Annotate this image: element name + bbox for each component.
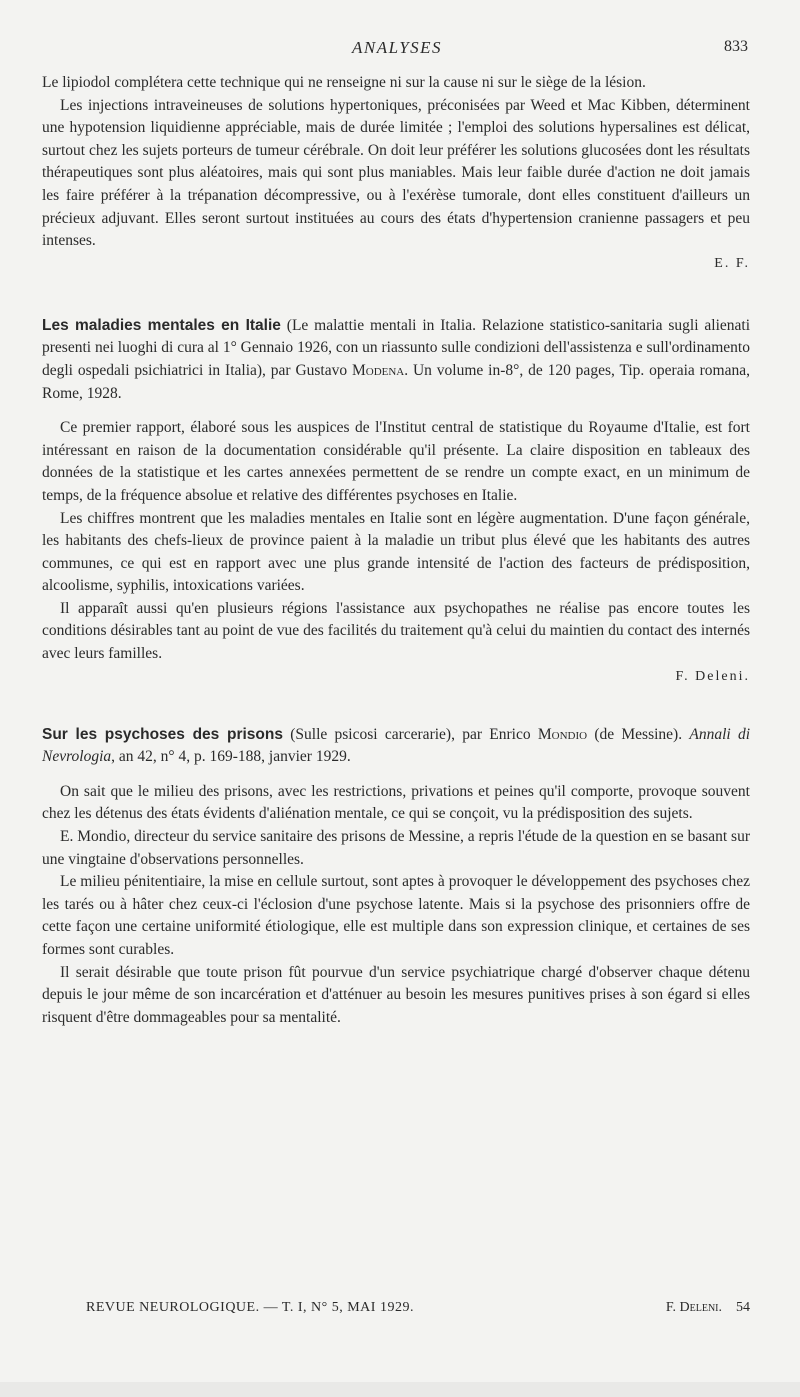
author-name: Mondio (537, 725, 588, 743)
analysis-heading: Sur les psychoses des prisons (42, 725, 283, 743)
paragraph: Il apparaît aussi qu'en plusieurs régions l'assistance aux psychopathes ne réalise pas encore toutes les conditions désirables tant au point de vue des facilités du traitement qu'à celui du maintien du contact des internés avec leurs familles. (42, 599, 750, 663)
page-body (42, 72, 750, 1029)
journal-name: Annali di Nevrologia (42, 725, 751, 766)
paragraph: Les chiffres montrent que les maladies mentales en Italie sont en légère augmentation. D'une façon générale, les habitants des chefs-lieux de province paient à la maladie un tribut plus élevé que les habitants des autres communes, ce qui est en rapport avec une plus grande intensité de l'action des facteurs de prédisposition, alcoolisme, syphilis, intoxications variées. (42, 509, 750, 595)
signature-mark: 54 (736, 1300, 750, 1315)
analysis-reference (42, 315, 750, 405)
reference-text-end: . Un volume in-8°, de 120 pages, Tip. operaia romana, Rome, 1928. (42, 361, 750, 402)
paragraph: Le milieu pénitentiaire, la mise en cellule surtout, sont aptes à provoquer le développement des psychoses chez les tarés ou à hâter chez ceux-ci l'éclosion d'une psychose latente. Mais si la psychose des prisonniers offre de cette façon une certaine uniformité étiologique, elle est multiple dans son expression clinique, et certaines de ses formes sont curables. (42, 873, 750, 958)
author-name: Modena (351, 361, 405, 379)
author-signature: E. F. (714, 255, 750, 271)
page-edge (0, 1382, 800, 1397)
running-title: ANALYSES (351, 38, 443, 57)
page-header (46, 38, 748, 68)
journal-footer: REVUE NEUROLOGIQUE. — T. I, N° 5, MAI 1929. (86, 1300, 414, 1315)
paragraph: E. Mondio, directeur du service sanitaire des prisons de Messine, a repris l'étude de la question en se basant sur une vingtaine d'observations personnelles. (42, 828, 750, 868)
paragraph: Il serait désirable que toute prison fût pourvue d'un service psychiatrique chargé d'observer chaque détenu depuis le jour même de son incarcération et d'atténuer au besoin les mesures punitives prises à son égard si elles risquent d'être dommageables pour sa mentalité. (42, 963, 750, 1026)
author-signature: F. Deleni. (665, 1300, 722, 1315)
footer-right (666, 1300, 750, 1316)
paragraph: On sait que le milieu des prisons, avec les restrictions, privations et peines qu'il comporte, provoque souvent chez les détenus des états évidents d'aliénation mentale, ce qui se conçoit, vu la prédisposition des sujets. (42, 782, 750, 823)
reference-text-end: , an 42, n° 4, p. 169-188, janvier 1929. (111, 748, 351, 766)
analysis-heading: Les maladies mentales en Italie (42, 316, 281, 334)
reference-text: (Le malattie mentali in Italia. Relazione statistico-sanitaria sugli alienati presenti nei luoghi di cura al 1° Gennaio 1926, con un riassunto sulle condizioni dell'assistenza e sull'ordinamento degli ospedali psichiatrici in Italia), par Gustavo (42, 316, 750, 379)
analysis-reference (42, 724, 750, 769)
author-signature: F. Deleni. (675, 668, 750, 684)
page-footer (86, 1300, 750, 1324)
paragraph: Le lipiodol complétera cette technique qui ne renseigne ni sur la cause ni sur le siège de la lésion. (42, 74, 646, 91)
paragraph: Les injections intraveineuses de solutions hypertoniques, préconisées par Weed et Mac Kibben, déterminent une hypotension liquidienne appréciable, mais de durée limitée ; l'emploi des solutions hypersalines est délicat, surtout chez les sujets porteurs de tumeur cérébrale. On doit leur préférer les solutions glucosées dont les résultats thérapeutiques sont plus aléatoires, mais qui sont plus maniables. Mais leur faible durée d'action ne doit jamais les faire préférer à la trépanation décompressive, ou à l'exérèse tumorale, dont elles constituent d'ailleurs un précieux adjuvant. Elles seront surtout instituées au cours des états d'hypertension cranienne passagers et peu intenses. (42, 96, 750, 250)
paragraph: Ce premier rapport, élaboré sous les auspices de l'Institut central de statistique du Royaume d'Italie, est fort intéressant en raison de la documentation considérable qu'il présente. La claire disposition en tableaux des données de la statistique et les cartes annexées permettent de se rendre un compte exact, en un minimum de temps, de la fréquence absolue et relative des différentes psychoses en Italie. (42, 419, 750, 504)
page-number: 833 (724, 38, 748, 55)
reference-text-mid: (de Messine). (587, 725, 690, 743)
reference-text: (Sulle psicosi carcerarie), par Enrico (282, 725, 538, 743)
